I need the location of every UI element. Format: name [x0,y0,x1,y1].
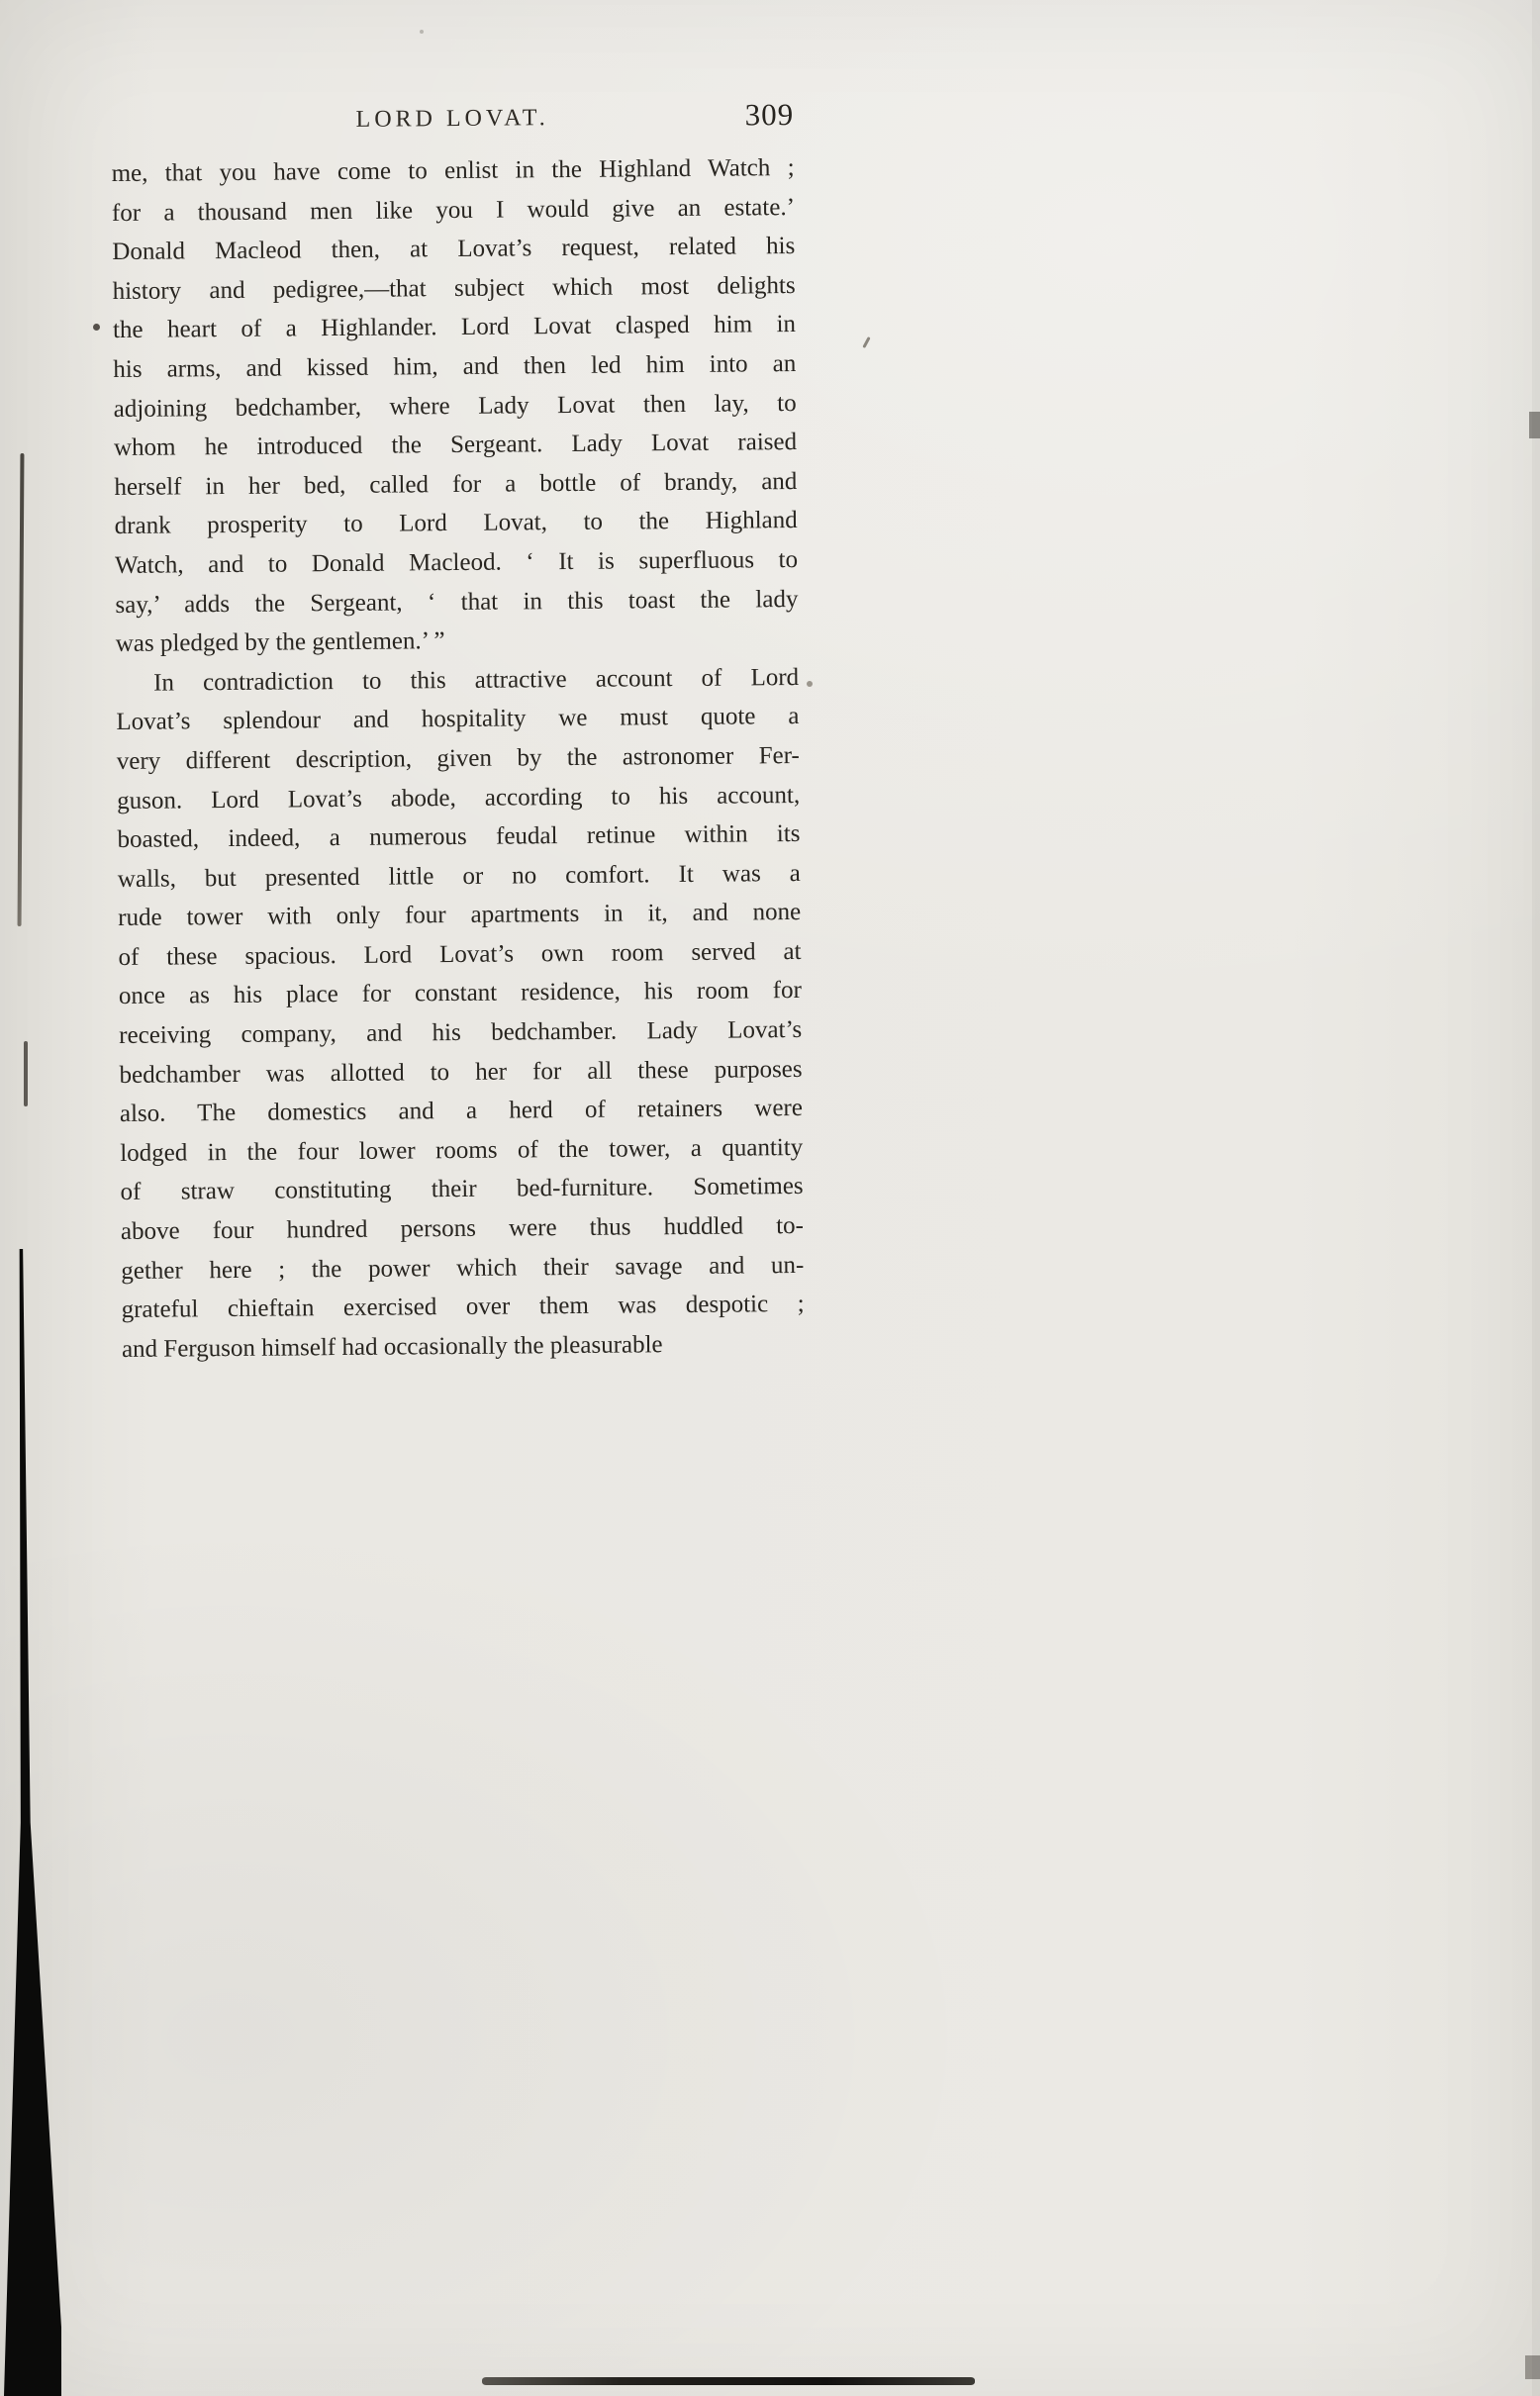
text-line: boasted, indeed, a numerous feudal retinue within its [117,820,801,854]
text-line: above four hundred persons were thus huddled to- [120,1211,805,1246]
text-line: Donald Macleod then, at Lovat’s request, related his [112,233,796,266]
text-line: grateful chieftain exercised over them was despotic ; [121,1291,805,1324]
running-title: LORD LOVAT. [355,105,549,133]
text-line: his arms, and kissed him, and then led him into an [113,349,797,383]
text-line: receiving company, and his bedchamber. Lady Lovat’s [119,1016,803,1050]
text-line: herself in her bed, called for a bottle of brandy, and [114,467,798,501]
margin-speck-dot [93,324,100,331]
right-edge-shade [1532,0,1540,2396]
margin-speck-right-mid [807,681,813,687]
text-line: was pledged by the gentlemen.’ ” [115,627,445,658]
text-line: say,’ adds the Sergeant, ‘ that in this toast the lady [115,585,799,619]
text-line: guson. Lord Lovat’s abode, according to his account, [117,781,801,815]
bottom-scan-streak [482,2377,975,2385]
text-line: the heart of a Highlander. Lord Lovat clasped him in [112,311,797,344]
text-line: for a thousand men like you I would give an estate.’ [111,193,796,227]
page-content [111,99,805,1369]
top-edge-speck [420,30,424,34]
binding-tear-mark [4,1249,61,2396]
text-line: gether here ; the power which their savage and un- [121,1251,805,1285]
text-line: also. The domestics and a herd of retainers were [119,1095,804,1128]
margin-speck-right-upper [862,336,870,348]
text-line: drank prosperity to Lord Lovat, to the Highland [114,507,798,540]
scan-scratch-line-upper [18,453,25,926]
text-line: of straw constituting their bed-furniture. Sometimes [120,1173,804,1206]
text-line: whom he introduced the Sergeant. Lady Lovat raised [113,429,798,462]
text-line: once as his place for constant residence, his room for [118,977,802,1010]
text-line: adjoining bedchamber, where Lady Lovat then lay, to [113,389,797,423]
text-line: Watch, and to Donald Macleod. ‘ It is superfluous to [114,545,799,579]
text-block [111,148,805,1369]
paragraph-1 [111,148,798,664]
text-line: bedchamber was allotted to her for all these purposes [119,1055,803,1089]
text-line: of these spacious. Lord Lovat’s own room served at [118,937,802,971]
scan-scratch-line-lower [24,1041,28,1106]
paragraph-2 [116,658,805,1370]
page-number: 309 [744,97,795,133]
text-line: rude tower with only four apartments in it, and none [118,899,802,932]
text-line: walls, but presented little or no comfort. It was a [117,859,801,893]
text-line: Lovat’s splendour and hospitality we must quote a [116,703,800,736]
text-line: very different description, given by the astronomer Fer- [116,741,800,775]
text-line: lodged in the four lower rooms of the tower, a quantity [120,1133,804,1167]
text-line: In contradiction to this attractive account of Lord [153,663,800,697]
text-line: me, that you have come to enlist in the Highland Watch ; [111,153,795,188]
text-line: history and pedigree,—that subject which most delights [112,271,796,305]
page-header [111,99,794,141]
text-line: and Ferguson himself had occasionally the pleasurable [121,1331,663,1363]
